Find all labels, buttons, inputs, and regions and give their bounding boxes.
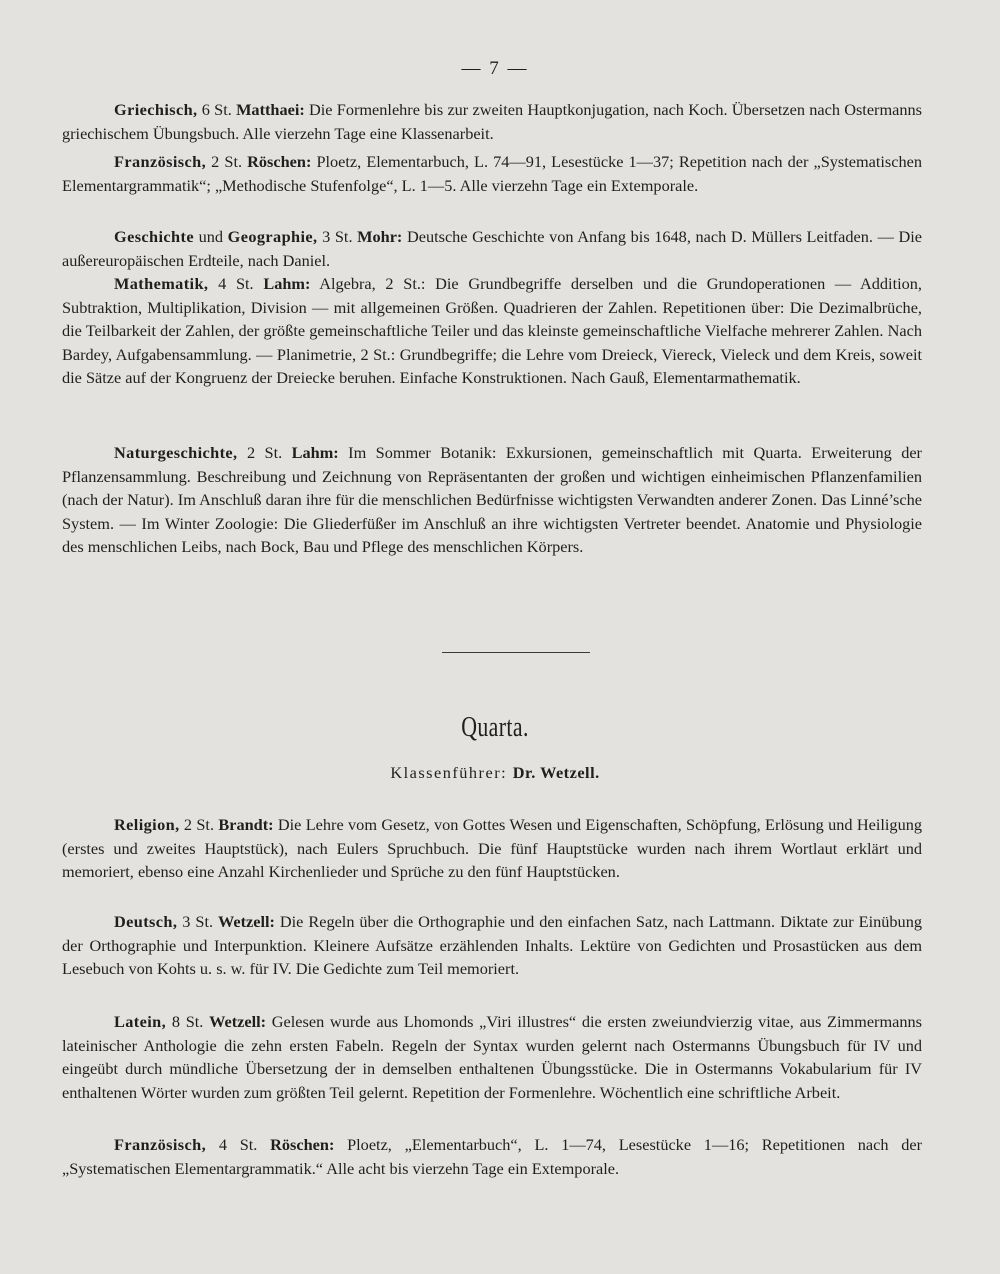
subject-heading: Deutsch, <box>114 912 178 931</box>
entry-text: Die Lehre vom Gesetz, von Gottes Wesen und Eigenschaften, Schöpfung, Erlösung und Heiligung (erstes und zweites Hauptstück), nach Eulers Spruchbuch. Die fünf Hauptstücke wurden nach ihrem Wortlaut erklärt und memoriert, ebenso eine Anzahl Kirchenlieder und Sprüche zu den fünf Hauptstücken. <box>62 815 922 882</box>
teacher-name: Lahm: <box>263 274 311 293</box>
hours: 2 St. <box>237 443 292 462</box>
hours: 3 St. <box>317 227 358 246</box>
page-number: — 7 — <box>461 58 529 79</box>
subject-entry-latin <box>62 1010 922 1104</box>
subject-entry-natural-history <box>62 441 922 559</box>
teacher-name: Brandt: <box>218 815 274 834</box>
subject-entry-greek <box>62 98 922 145</box>
entry-text: Die Formenlehre bis zur zweiten Hauptkonjugation, nach Koch. Übersetzen nach Ostermanns griechischem Übungsbuch. Alle vierzehn Tage eine Klassenarbeit. <box>62 100 922 143</box>
subject-heading: Französisch, <box>114 152 207 171</box>
teacher-name: Wetzell: <box>218 912 275 931</box>
section-title: Quarta. <box>461 712 529 743</box>
subject-heading: Mathematik, <box>114 274 209 293</box>
hours: 4 St. <box>206 1135 271 1154</box>
subject-heading: Geschichte <box>114 227 194 246</box>
subject-heading: Naturgeschichte, <box>114 443 238 462</box>
subject-heading-second: Geographie, <box>227 227 318 246</box>
subject-heading: Latein, <box>114 1012 167 1031</box>
hours: 2 St. <box>179 815 219 834</box>
entry-text: Deutsche Geschichte von Anfang bis 1648, nach D. Müllers Leitfaden. — Die außereuropäischen Erdteile, nach Daniel. <box>62 227 922 270</box>
teacher-name: Matthaei: <box>236 100 305 119</box>
class-leader-line <box>0 763 990 783</box>
subject-joiner: und <box>193 227 228 246</box>
subject-entry-mathematics <box>62 272 922 390</box>
teacher-name: Mohr: <box>357 227 403 246</box>
class-leader-label: Klassenführer: <box>390 763 513 782</box>
subject-entry-religion <box>62 813 922 884</box>
section-divider <box>442 652 590 653</box>
subject-entry-german <box>62 910 922 981</box>
hours: 3 St. <box>177 912 218 931</box>
teacher-name: Röschen: <box>247 152 312 171</box>
entry-text: Im Sommer Botanik: Exkursionen, gemeinschaftlich mit Quarta. Erweiterung der Pflanzensammlung. Beschreibung und Zeichnung von Repräsentanten der großen und wichtigen einheimischen Pflanzenfamilien (nach der Natur). Im Anschluß daran ihre für die menschlichen Bedürfnisse wichtigsten Verwandten anderer Zonen. Das Linné’sche System. — Im Winter Zoologie: Die Gliederfüßer im Anschluß an ihre wichtigsten Vertreter beendet. Anatomie und Physiologie des menschlichen Leibs, nach Bock, Bau und Pflege des menschlichen Körpers. <box>62 443 922 557</box>
subject-heading: Religion, <box>114 815 180 834</box>
entry-text: Ploetz, Elementarbuch, L. 74—91, Lesestücke 1—37; Repetition nach der „Systematischen Elementargrammatik“; „Methodische Stufenfolge“, L. 1—5. Alle vierzehn Tage ein Extemporale. <box>62 152 922 195</box>
hours: 2 St. <box>206 152 248 171</box>
class-leader-name: Dr. Wetzell. <box>512 763 600 782</box>
teacher-name: Lahm: <box>291 443 339 462</box>
entry-text: Algebra, 2 St.: Die Grundbegriffe derselben und die Grundoperationen — Addition, Subtraktion, Multiplikation, Division — mit allgemeinen Größen. Quadrieren der Zahlen. Repetitionen über: Die Dezimalbrüche, die Teilbarkeit der Zahlen, der größte gemeinschaftliche Teiler und das kleinste gemeinschaftliche Vielfache mehrerer Zahlen. Nach Bardey, Aufgabensammlung. — Planimetrie, 2 St.: Grundbegriffe; die Lehre vom Dreieck, Viereck, Vieleck und dem Kreis, soweit die Sätze auf der Kongruenz der Dreiecke beruhen. Einfache Konstruktionen. Nach Gauß, Elementarmathematik. <box>62 274 922 388</box>
hours: 6 St. <box>197 100 237 119</box>
subject-entry-french-tertia <box>62 150 922 197</box>
subject-heading: Französisch, <box>114 1135 207 1154</box>
hours: 8 St. <box>166 1012 210 1031</box>
subject-entry-french-quarta <box>62 1133 922 1180</box>
subject-entry-history-geography <box>62 225 922 272</box>
teacher-name: Röschen: <box>270 1135 335 1154</box>
subject-heading: Griechisch, <box>114 100 198 119</box>
entry-text: Die Regeln über die Orthographie und den einfachen Satz, nach Lattmann. Diktate zur Einübung der Orthographie und Interpunktion. Kleinere Aufsätze erzählenden Inhalts. Lektüre von Gedichten und Prosastücken aus dem Lesebuch von Kohts u. s. w. für IV. Die Gedichte zum Teil memoriert. <box>62 912 922 979</box>
entry-text: Gelesen wurde aus Lhomonds „Viri illustres“ die ersten zweiundvierzig vitae, aus Zimmermanns lateinischer Anthologie die zehn ersten Fabeln. Regeln der Syntax wurden gelernt nach Ostermanns Übungsbuch für IV und eingeübt durch mündliche Übersetzung der in demselben enthaltenen Übungsstücke. Die in Ostermanns Vokabularium für IV enthaltenen Wörter wurden zum größten Teil gelernt. Repetition der Formenlehre. Wöchentlich eine schriftliche Arbeit. <box>62 1012 922 1102</box>
entry-text: Ploetz, „Elementarbuch“, L. 1—74, Lesestücke 1—16; Repetitionen nach der „Systematischen Elementargrammatik.“ Alle acht bis vierzehn Tage ein Extemporale. <box>62 1135 922 1178</box>
teacher-name: Wetzell: <box>209 1012 267 1031</box>
hours: 4 St. <box>208 274 264 293</box>
